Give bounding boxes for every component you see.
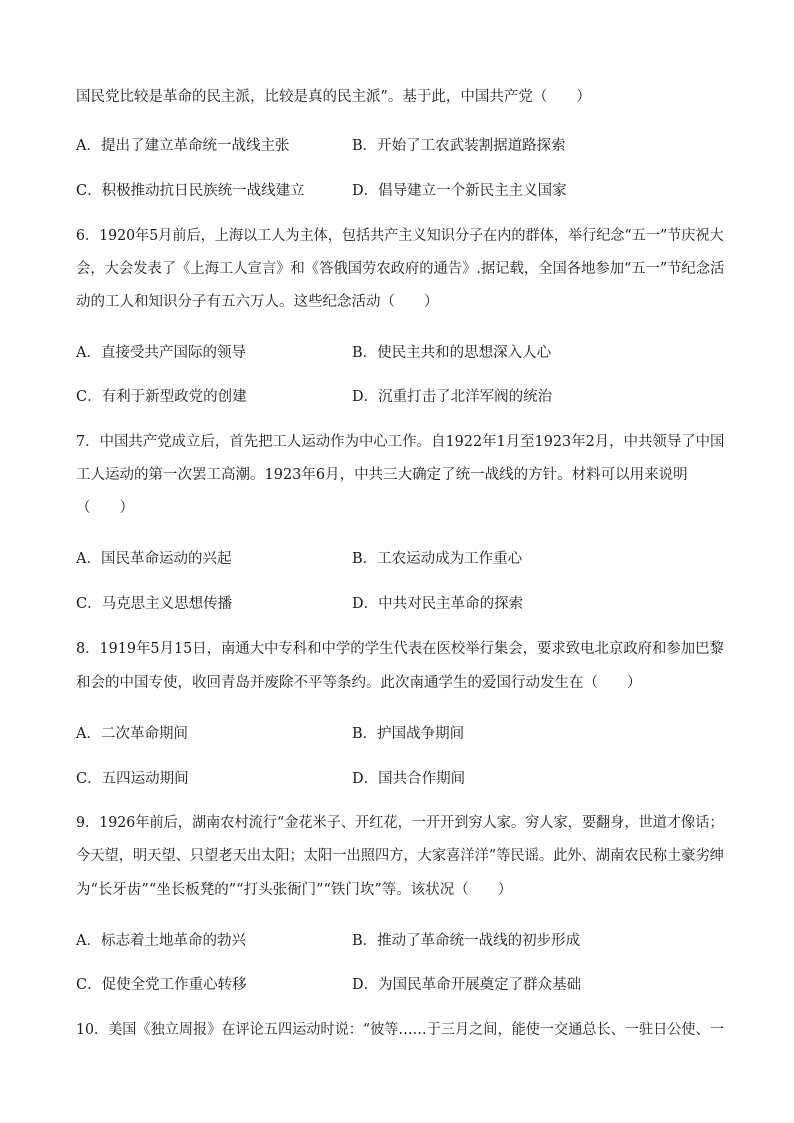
q7-stem-line-3: （ ） xyxy=(76,500,134,516)
q9-option-c: C．促使全党工作重心转移 xyxy=(76,977,247,993)
q9-option-b: B．推动了革命统一战线的初步形成 xyxy=(352,933,581,949)
q8-option-b: B．护国战争期间 xyxy=(352,726,465,742)
q5-option-d: D．倡导建立一个新民主主义国家 xyxy=(352,183,567,199)
q7-option-c: C．马克思主义思想传播 xyxy=(76,596,233,612)
q9-stem-line-3: 为“长牙齿”“坐长板凳的”“打头张衙门”“铁门坎”等。该状况（ ） xyxy=(76,882,513,898)
q6-option-a: A．直接受共产国际的领导 xyxy=(76,345,246,361)
q9-stem-line-2: 今天望，明天望、只望老天出太阳；太阳一出照四方，大家喜洋洋”等民谣。此外、湖南农民称土豪劣绅 xyxy=(76,848,724,864)
q7-stem-line-2: 工人运动的第一次罢工高潮。1923年6月，中共三大确定了统一战线的方针。材料可以用来说明 xyxy=(76,467,688,483)
q9-stem-line-1: 9．1926年前后，湖南农村流行“金花米子、开红花，一开开到穷人家。穷人家，要翻身，世道才像话； xyxy=(76,815,724,831)
q7-stem-line-1: 7．中国共产党成立后，首先把工人运动作为中心工作。自1922年1月至1923年2月，中共领导了中国 xyxy=(76,434,725,450)
q6-option-b: B．使民主共和的思想深入人心 xyxy=(352,345,552,361)
q10-stem-line-1: 10．美国《独立周报》在评论五四运动时说：“彼等……于三月之间，能使一交通总长、一驻日公使、一 xyxy=(76,1022,724,1038)
q9-option-a: A．标志着土地革命的勃兴 xyxy=(76,933,246,949)
q8-stem-line-1: 8．1919年5月15日，南通大中专科和中学的学生代表在医校举行集会，要求致电北京政府和参加巴黎 xyxy=(76,641,724,657)
question-5-stem-tail: 国民党比较是革命的民主派，比较是真的民主派”。基于此，中国共产党（ ） xyxy=(76,89,591,105)
q7-option-d: D．中共对民主革命的探索 xyxy=(352,596,524,612)
q5-option-b: B．开始了工农武装割据道路探索 xyxy=(352,138,566,154)
q8-option-a: A．二次革命期间 xyxy=(76,726,188,742)
q6-stem-line-3: 动的工人和知识分子有五六万人。这些纪念活动（ ） xyxy=(76,294,439,310)
q5-option-c: C．积极推动抗日民族统一战线建立 xyxy=(76,183,305,199)
q8-stem-line-2: 和会的中国专使，收回青岛并废除不平等条约。此次南通学生的爱国行动发生在（ ） xyxy=(76,675,642,691)
q6-stem-line-1: 6．1920年5月前后，上海以工人为主体，包括共产主义知识分子在内的群体，举行纪念“五一”节庆祝大 xyxy=(76,228,724,244)
q7-option-b: B．工农运动成为工作重心 xyxy=(352,551,523,567)
q8-option-d: D．国共合作期间 xyxy=(352,771,466,787)
q8-option-c: C．五四运动期间 xyxy=(76,771,189,787)
q5-option-a: A．提出了建立革命统一战线主张 xyxy=(76,138,290,154)
q6-stem-line-2: 会，大会发表了《上海工人宣言》和《答俄国劳农政府的通告》.据记载，全国各地参加“五一”节纪念活 xyxy=(76,261,725,277)
q9-option-d: D．为国民革命开展奠定了群众基础 xyxy=(352,977,582,993)
q7-option-a: A．国民革命运动的兴起 xyxy=(76,551,232,567)
q6-option-c: C．有利于新型政党的创建 xyxy=(76,389,247,405)
q6-option-d: D．沉重打击了北洋军阀的统治 xyxy=(352,389,553,405)
